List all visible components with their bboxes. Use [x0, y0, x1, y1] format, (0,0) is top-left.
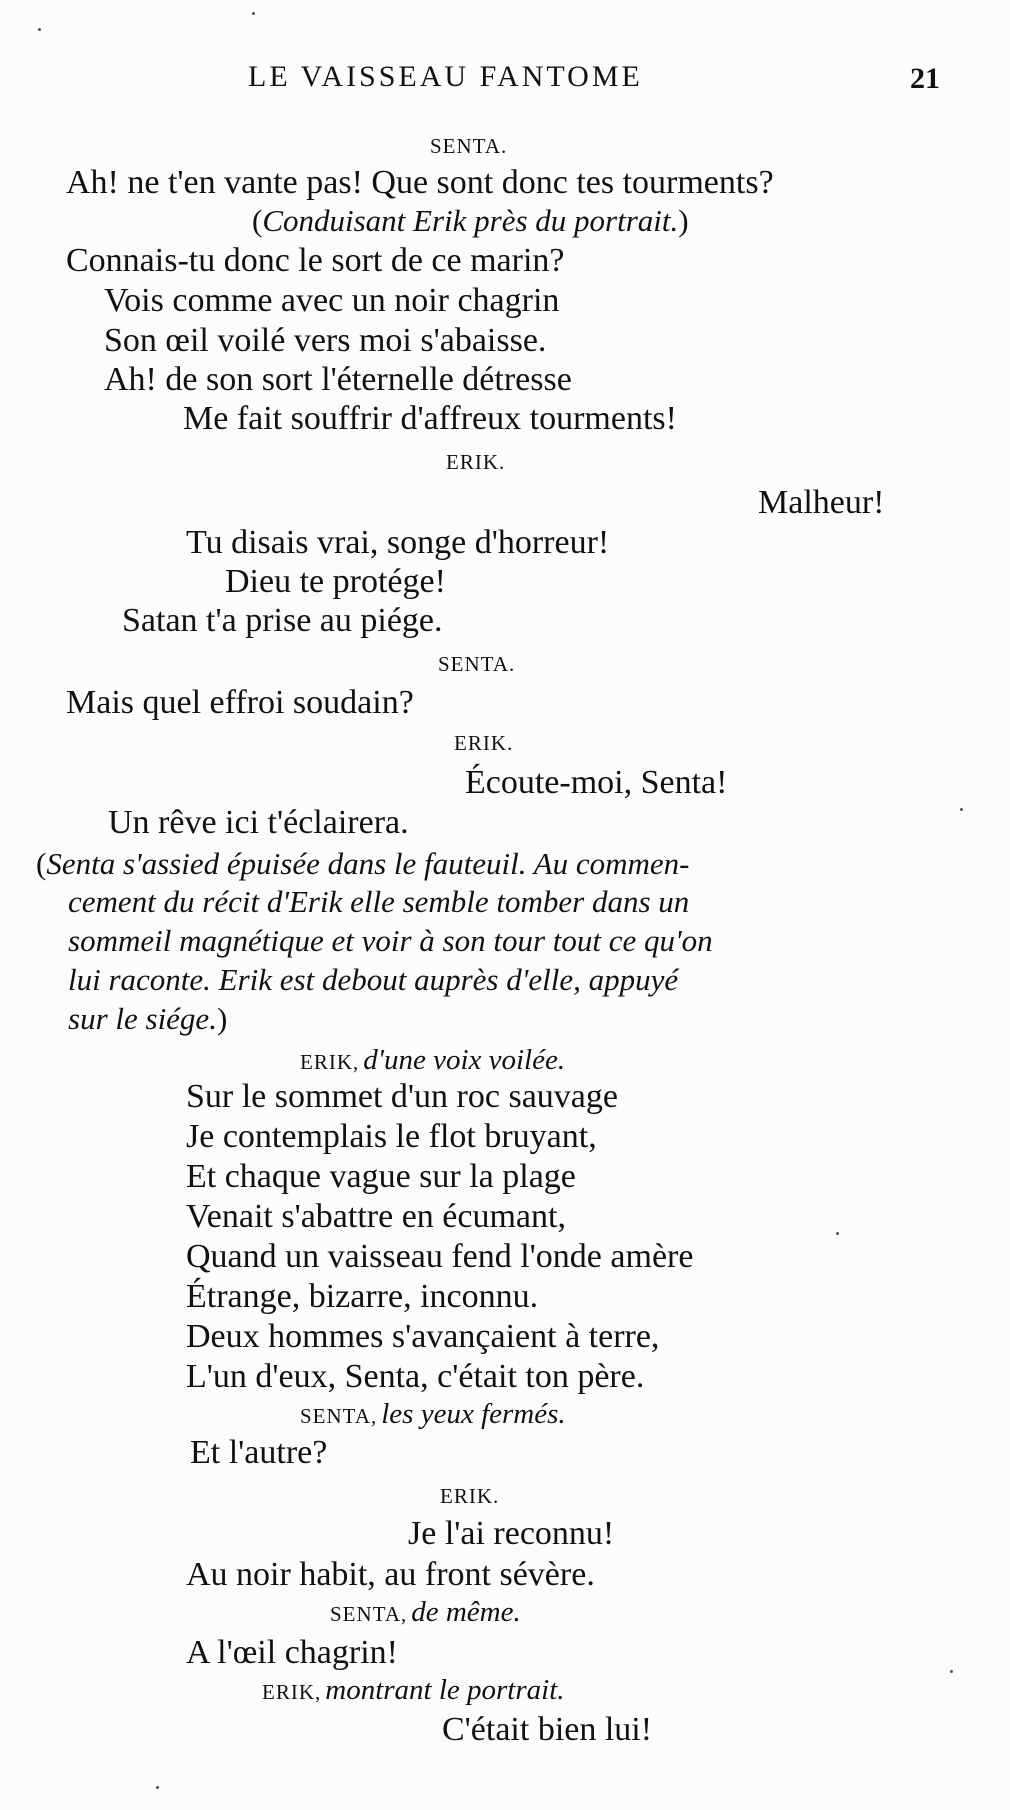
verse-line: Connais-tu donc le sort de ce marin? [66, 242, 565, 279]
verse-line: Au noir habit, au front sévère. [186, 1556, 595, 1593]
verse-line: A l'œil chagrin! [186, 1634, 398, 1671]
speaker-erik: ERIK. [454, 731, 514, 755]
verse-line: Quand un vaisseau fend l'onde amère [186, 1238, 694, 1275]
running-title: LE VAISSEAU FANTOME [248, 60, 643, 93]
verse-line: Ah! ne t'en vante pas! Que sont donc tes tourments? [66, 164, 774, 201]
verse-line: Dieu te protége! [225, 563, 446, 600]
verse-line: Ah! de son sort l'éternelle détresse [104, 361, 572, 398]
speaker-direction: les yeux fermés. [381, 1398, 566, 1430]
print-speck [960, 808, 963, 811]
verse-line: Et l'autre? [190, 1434, 328, 1471]
speaker-erik: ERIK. [440, 1484, 500, 1508]
verse-line: Venait s'abattre en écumant, [186, 1198, 566, 1235]
speaker-senta: SENTA. [438, 652, 516, 676]
print-speck [252, 12, 255, 15]
verse-line: L'un d'eux, Senta, c'était ton père. [186, 1358, 645, 1395]
speaker-name: SENTA, [300, 1404, 378, 1428]
stage-direction: sur le siége.) [68, 1001, 228, 1036]
stage-direction-text: Senta s'assied épuisée dans le fauteuil. Au commen- [46, 846, 690, 881]
verse-line: Écoute-moi, Senta! [465, 764, 728, 801]
print-speck [836, 1232, 839, 1235]
verse-line: Et chaque vague sur la plage [186, 1158, 576, 1195]
stage-direction: (Conduisant Erik près du portrait.) [252, 203, 689, 238]
speaker-name: ERIK, [262, 1680, 322, 1704]
verse-line: Son œil voilé vers moi s'abaisse. [104, 322, 547, 359]
verse-line: Je contemplais le flot bruyant, [186, 1118, 597, 1155]
speaker-erik [262, 1676, 565, 1705]
print-speck [156, 1786, 159, 1789]
speaker-direction: d'une voix voilée. [363, 1044, 566, 1076]
stage-direction: cement du récit d'Erik elle semble tomber dans un [68, 884, 690, 919]
speaker-erik [300, 1046, 565, 1075]
print-speck [950, 1670, 953, 1673]
verse-line: Satan t'a prise au piége. [122, 602, 443, 639]
verse-line: C'était bien lui! [442, 1711, 653, 1748]
speaker-senta: SENTA. [430, 134, 508, 158]
page-number: 21 [910, 62, 940, 95]
speaker-name: ERIK, [300, 1050, 360, 1074]
speaker-senta [300, 1400, 566, 1429]
verse-line: Sur le sommet d'un roc sauvage [186, 1078, 618, 1115]
speaker-name: SENTA, [330, 1602, 408, 1626]
stage-direction: lui raconte. Erik est debout auprès d'elle, appuyé [68, 962, 679, 997]
verse-line: Tu disais vrai, songe d'horreur! [186, 524, 610, 561]
speaker-direction: de même. [411, 1596, 521, 1628]
stage-direction: (Senta s'assied épuisée dans le fauteuil. Au commen- [36, 846, 690, 881]
verse-line: Malheur! [758, 484, 885, 521]
verse-line: Je l'ai reconnu! [408, 1515, 615, 1552]
print-speck [38, 28, 41, 31]
speaker-erik: ERIK. [446, 450, 506, 474]
stage-direction-text: Conduisant Erik près du portrait. [262, 203, 679, 238]
stage-direction: sommeil magnétique et voir à son tour tout ce qu'on [68, 923, 713, 958]
verse-line: Un rêve ici t'éclairera. [108, 804, 409, 841]
verse-line: Vois comme avec un noir chagrin [104, 282, 560, 319]
verse-line: Mais quel effroi soudain? [66, 684, 414, 721]
verse-line: Me fait souffrir d'affreux tourments! [183, 400, 677, 437]
speaker-direction: montrant le portrait. [325, 1674, 565, 1706]
stage-direction-text: sur le siége. [68, 1001, 217, 1036]
verse-line: Deux hommes s'avançaient à terre, [186, 1318, 660, 1355]
verse-line: Étrange, bizarre, inconnu. [186, 1278, 539, 1315]
speaker-senta [330, 1598, 521, 1627]
